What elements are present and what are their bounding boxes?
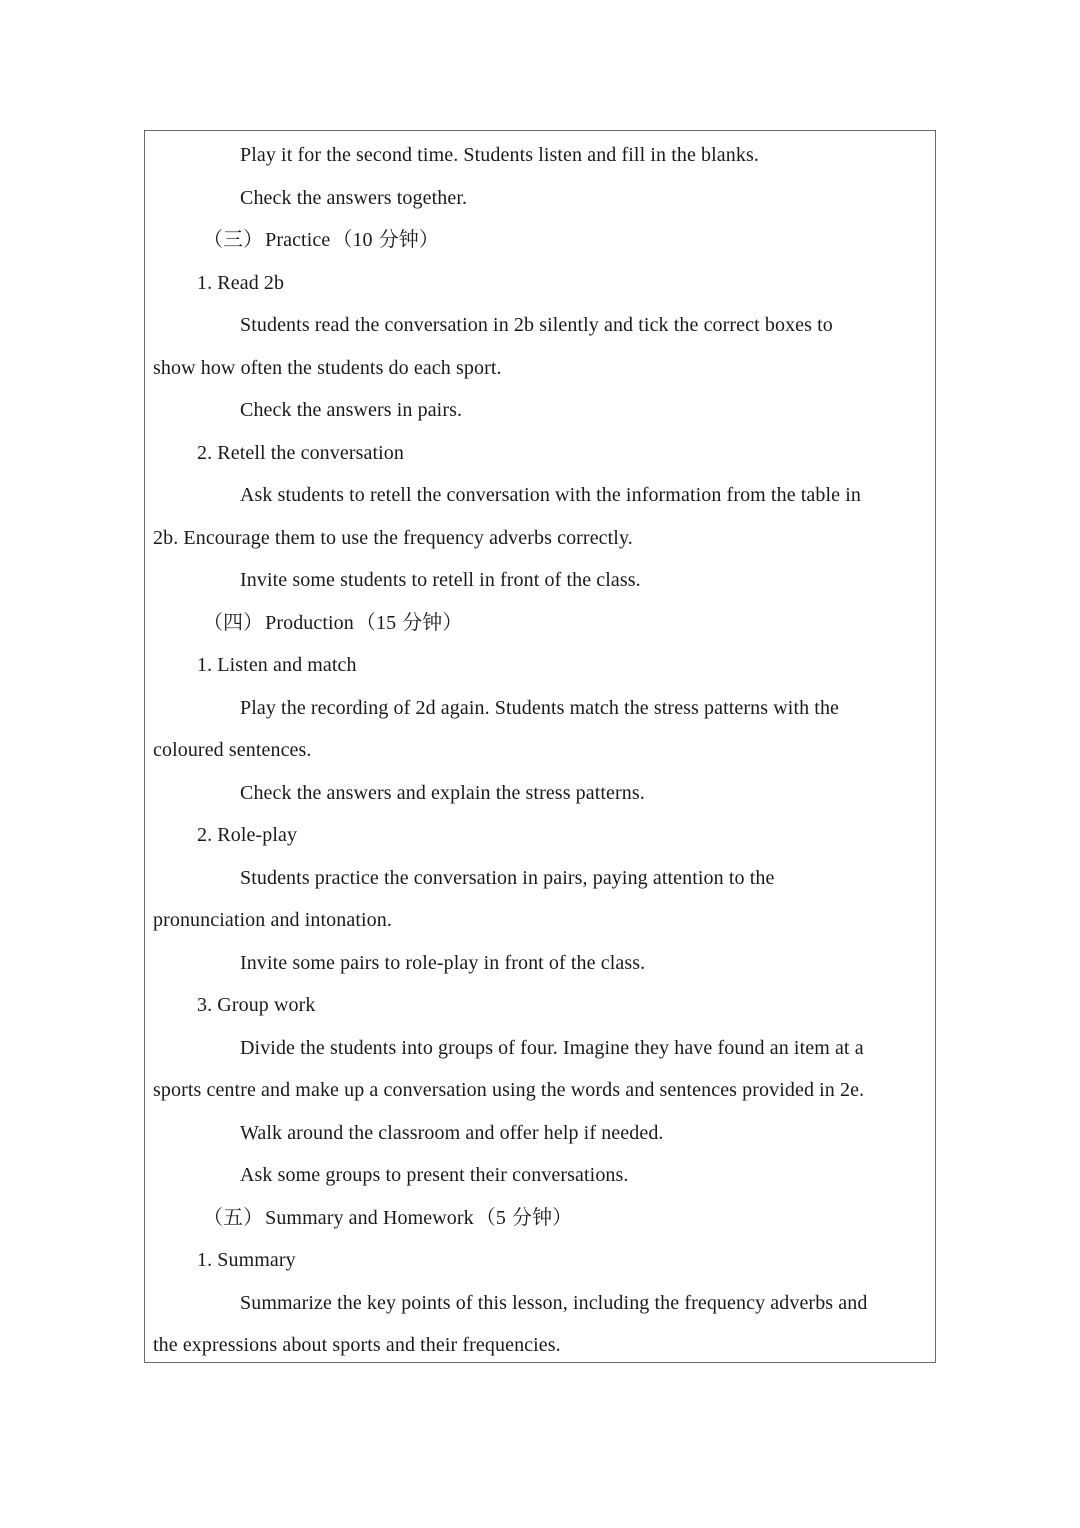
- paragraph-line: [145, 313, 833, 337]
- paragraph-text: Check the answers together.: [240, 186, 468, 209]
- section-duration: 5: [495, 1206, 506, 1229]
- paragraph-text: Invite some pairs to role-play in front of the class.: [240, 951, 646, 974]
- section-heading: [145, 1206, 572, 1230]
- paragraph-line: [145, 1163, 629, 1187]
- paragraph-text: Students practice the conversation in pairs, paying attention to the: [240, 866, 775, 889]
- numbered-step: [145, 823, 297, 847]
- paragraph-line: [145, 696, 839, 720]
- section-duration-unit: 分钟: [511, 1206, 553, 1229]
- paragraph-line: [145, 866, 774, 890]
- section-time-bracket-open: （: [475, 1206, 496, 1229]
- section-title: Summary and Homework: [265, 1206, 474, 1229]
- paragraph-line: [145, 568, 641, 592]
- paragraph-continuation: [145, 908, 392, 932]
- step-title: 2. Role-play: [197, 824, 298, 846]
- paragraph-line: [145, 781, 645, 805]
- paragraph-text: Play it for the second time. Students listen and fill in the blanks.: [240, 144, 759, 166]
- paragraph-text: Ask students to retell the conversation with the information from the table in: [240, 484, 861, 506]
- step-title: 1. Read 2b: [197, 271, 285, 294]
- section-heading: [145, 611, 463, 635]
- section-bracket-close: ）: [243, 611, 264, 634]
- section-bracket-close: ）: [243, 1206, 264, 1229]
- paragraph-continuation: [145, 1333, 561, 1357]
- paragraph-text: show how often the students do each sport.: [153, 356, 502, 379]
- paragraph-continuation: [145, 356, 502, 380]
- paragraph-text: Invite some students to retell in front of the class.: [240, 569, 641, 591]
- numbered-step: [145, 271, 284, 295]
- paragraph-line: [145, 1121, 664, 1145]
- section-bracket-close: ）: [243, 229, 264, 251]
- numbered-step: [145, 993, 316, 1017]
- numbered-step: [145, 441, 404, 465]
- paragraph-text: Summarize the key points of this lesson, including the frequency adverbs and: [240, 1291, 868, 1314]
- paragraph-text: pronunciation and intonation.: [153, 909, 392, 931]
- paragraph-line: [145, 1036, 864, 1060]
- paragraph-line: [145, 186, 467, 210]
- paragraph-text: Check the answers and explain the stress patterns.: [240, 781, 645, 804]
- section-bracket-open: （: [203, 1206, 223, 1229]
- paragraph-text: Walk around the classroom and offer help if needed.: [240, 1121, 664, 1144]
- section-duration: 10: [352, 229, 373, 251]
- step-title: 1. Listen and match: [197, 654, 357, 676]
- section-time-bracket-close: ）: [418, 229, 439, 251]
- paragraph-text: the expressions about sports and their frequencies.: [153, 1334, 561, 1356]
- paragraph-continuation: [145, 1078, 864, 1102]
- numbered-step: [145, 653, 357, 677]
- section-time-bracket-close: ）: [442, 611, 463, 634]
- step-title: 3. Group work: [197, 994, 316, 1016]
- section-heading: [145, 228, 439, 252]
- paragraph-line: [145, 1291, 867, 1315]
- lesson-plan-table-cell: [144, 130, 936, 1363]
- paragraph-continuation: [145, 738, 312, 762]
- section-title: Production: [265, 611, 354, 634]
- section-title: Practice: [265, 229, 331, 251]
- section-time-bracket-open: （: [332, 229, 353, 251]
- paragraph-text: sports centre and make up a conversation using the words and sentences provided in 2e.: [153, 1079, 865, 1101]
- paragraph-text: Ask some groups to present their conversations.: [240, 1164, 629, 1186]
- paragraph-line: [145, 143, 759, 167]
- paragraph-text: Play the recording of 2d again. Students match the stress patterns with the: [240, 696, 840, 719]
- section-numeral: 五: [223, 1206, 244, 1229]
- section-time-bracket-close: ）: [552, 1206, 573, 1229]
- paragraph-continuation: [145, 526, 633, 550]
- paragraph-text: coloured sentences.: [153, 739, 312, 761]
- step-title: 1. Summary: [197, 1249, 296, 1271]
- step-title: 2. Retell the conversation: [197, 441, 404, 464]
- section-numeral: 三: [223, 229, 244, 251]
- section-bracket-open: （: [203, 611, 223, 634]
- section-bracket-open: （: [203, 229, 223, 251]
- paragraph-text: Check the answers in pairs.: [240, 399, 463, 421]
- section-time-bracket-open: （: [355, 611, 376, 634]
- paragraph-text: Divide the students into groups of four. Imagine they have found an item at a: [240, 1036, 864, 1059]
- section-duration-unit: 分钟: [402, 611, 443, 634]
- paragraph-line: [145, 398, 462, 422]
- section-duration-unit: 分钟: [378, 229, 419, 251]
- paragraph-text: Students read the conversation in 2b silently and tick the correct boxes to: [240, 314, 833, 336]
- paragraph-line: [145, 951, 645, 975]
- section-numeral: 四: [223, 611, 244, 634]
- section-duration: 15: [376, 611, 397, 634]
- numbered-step: [145, 1248, 296, 1272]
- paragraph-line: [145, 483, 861, 507]
- paragraph-text: 2b. Encourage them to use the frequency adverbs correctly.: [153, 526, 633, 549]
